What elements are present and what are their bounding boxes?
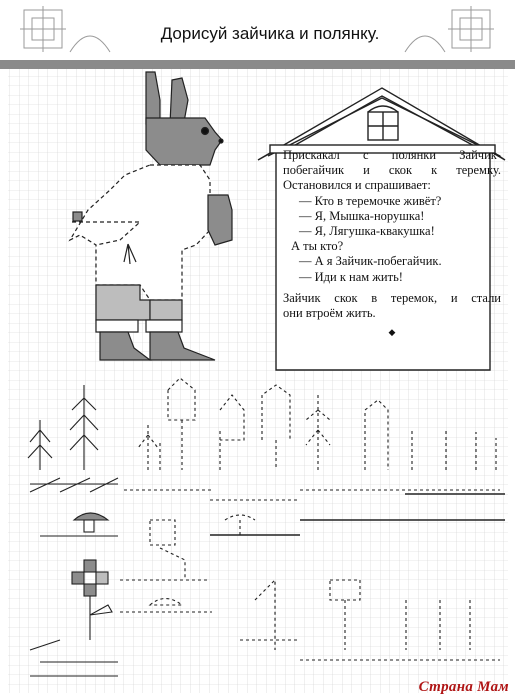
watermark-logo: Страна Мам [418,679,509,695]
story-dialogue-line: — Я, Лягушка-квакушка! [299,224,435,239]
story-intro-line: побегайчик и скок к теремку. [283,163,501,178]
teremok-story [283,148,501,340]
story-answer-line: — А я Зайчик-побегайчик. [299,254,442,269]
story-dialogue-line: — Я, Мышка-норушка! [299,208,425,223]
story-dialogue-line: — Кто в теремочке живёт? [299,193,442,208]
story-ending-line: они втроём жить. [283,306,376,321]
worksheet-title: Дорисуй зайчика и полянку. [160,24,380,43]
story-ending-line: Зайчик скок в теремок, и стали [283,290,501,305]
story-question: А ты кто? [291,239,344,254]
story-intro-line: Прискакал с полянки Зайчик- [283,148,501,162]
story-bullet-icon: ◆ [388,327,396,338]
story-intro-line: Остановился и спрашивает: [283,178,431,193]
story-answer-line: — Иди к нам жить! [299,269,403,284]
